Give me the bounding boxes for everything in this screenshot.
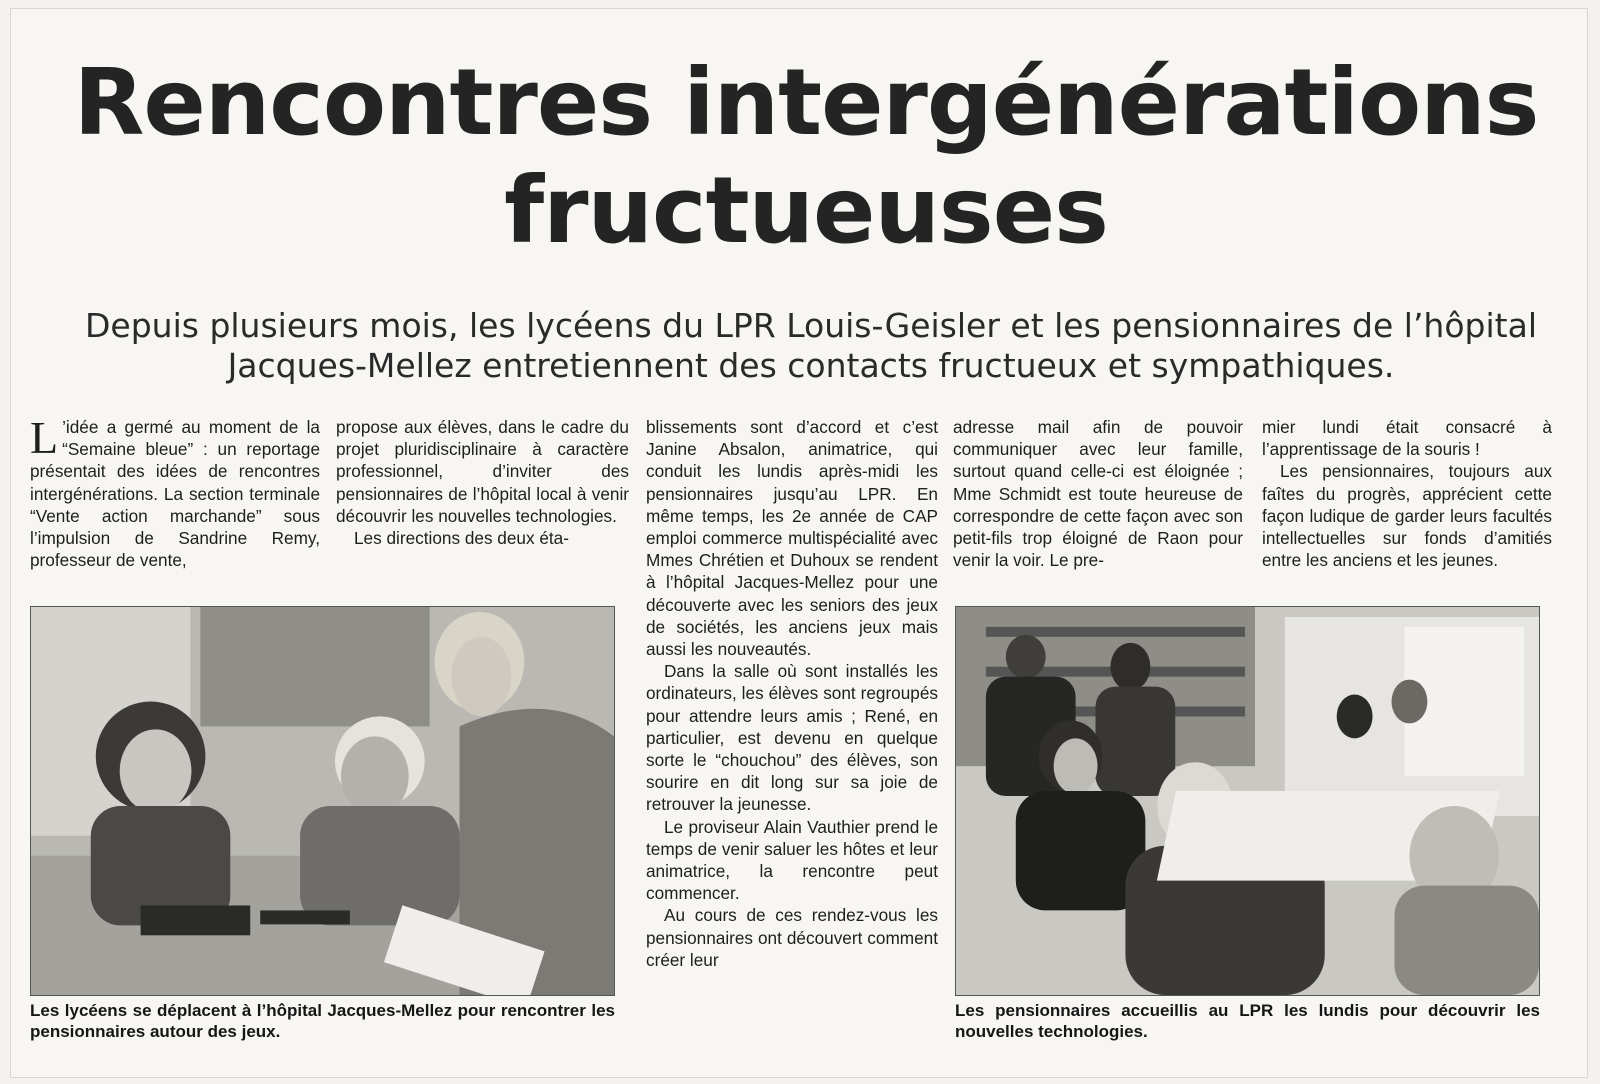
photo-board-games-illustration <box>31 607 614 995</box>
title-line-2: fructueuses <box>504 157 1108 264</box>
photo-computer-room-illustration <box>956 607 1539 995</box>
photo-caption-2: Les pensionnaires accueillis au LPR les lundis pour découvrir les nouvelles technologies. <box>955 1001 1540 1041</box>
article-title <box>41 49 1571 265</box>
paragraph: Le proviseur Alain Vauthier prend le temps de venir saluer les hôtes et leur animatrice, la rencontre peut commencer. <box>646 816 938 904</box>
paragraph: L ’idée a germé au moment de la “Semaine bleue” : un reportage présentait des idées de rencontres intergénérations. La section terminale “Vente action marchande” sous l’impulsion de Sandrine Remy, professeur de vente, <box>30 412 320 571</box>
text-column-4 <box>953 416 1243 571</box>
text-column-2 <box>336 416 629 549</box>
paragraph: Au cours de ces rendez-vous les pensionnaires ont découvert comment créer leur <box>646 905 938 970</box>
drop-cap: L <box>30 412 59 463</box>
paragraph: adresse mail afin de pouvoir communiquer avec leur famille, surtout quand celle-ci est éloignée ; Mme Schmidt est toute heureuse de correspondre de cette façon avec son petit-fils trop éloigné de Raon pour venir la voir. Le pre- <box>953 417 1243 571</box>
text-column-3 <box>646 416 938 971</box>
paragraph: Dans la salle où sont installés les ordinateurs, les élèves sont regroupés pour attendre leurs amis ; René, en particulier, est devenu en quelque sorte le “chouchou” des élèves, son sourire en dit long sur sa joie de retrouver la jeunesse. <box>646 661 938 815</box>
text-column-1 <box>30 412 320 571</box>
text-column-5 <box>1262 416 1552 571</box>
article-lead: Depuis plusieurs mois, les lycéens du LPR Louis-Geisler et les pensionnaires de l’hôpital Jacques-Mellez entretiennent des contacts fructueux et sympathiques. <box>85 306 1537 385</box>
paragraph: mier lundi était consacré à l’apprentissage de la souris ! <box>1262 417 1552 460</box>
paragraph: propose aux élèves, dans le cadre du projet pluridisciplinaire à caractère professionnel, d’inviter des pensionnaires de l’hôpital local à venir découvrir les nouvelles technologies. <box>336 417 629 526</box>
paragraph: Les pensionnaires, toujours aux faîtes du progrès, apprécient cette façon ludique de garder leurs facultés intellectuelles sur fonds d’amitiés entre les anciens et les jeunes. <box>1262 461 1552 571</box>
photo-board-games <box>30 606 615 996</box>
paragraph: Les directions des deux éta- <box>354 528 569 549</box>
photo-caption-1: Les lycéens se déplacent à l’hôpital Jacques-Mellez pour rencontrer les pensionnaires autour des jeux. <box>30 1001 615 1041</box>
title-line-1: Rencontres intergénérations <box>73 49 1539 156</box>
photo-computer-room <box>955 606 1540 996</box>
paragraph: blissements sont d’accord et c’est Janine Absalon, animatrice, qui conduit les lundis après-midi les pensionnaires jusqu’au LPR. En même temps, les 2e année de CAP emploi commerce multispécialité avec Mmes Chrétien et Duhoux se rendent à l’hôpital Jacques-Mellez pour une découverte avec les seniors des jeux de sociétés, les anciens jeux mais aussi les nouveautés. <box>646 417 938 660</box>
